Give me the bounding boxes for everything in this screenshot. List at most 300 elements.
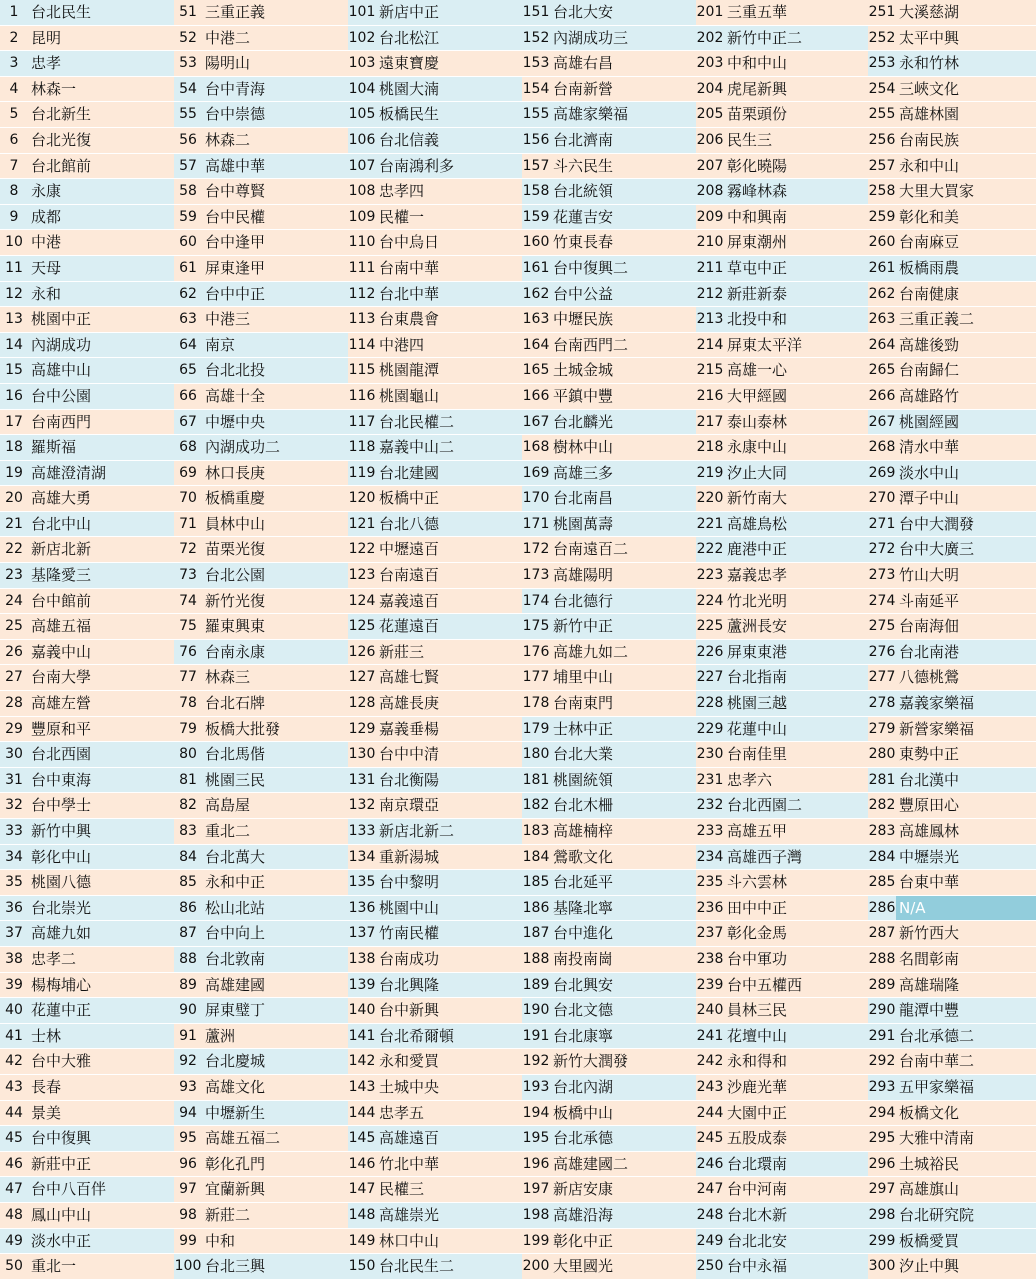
item-number: 210 bbox=[696, 230, 724, 255]
item-number: 131 bbox=[348, 768, 376, 793]
store-name: 蘆洲長安 bbox=[724, 614, 868, 639]
item-number: 33 bbox=[0, 819, 28, 844]
store-name: 台中新興 bbox=[376, 998, 522, 1023]
list-item bbox=[696, 1229, 868, 1255]
list-item bbox=[868, 307, 1036, 333]
store-name: 陽明山 bbox=[202, 51, 348, 76]
item-number: 123 bbox=[348, 563, 376, 588]
list-item bbox=[868, 1254, 1036, 1280]
list-item bbox=[174, 717, 348, 743]
store-name: 基隆愛三 bbox=[28, 563, 174, 588]
item-number: 207 bbox=[696, 154, 724, 179]
store-name: 板橋重慶 bbox=[202, 486, 348, 511]
list-item bbox=[174, 665, 348, 691]
store-name: 嘉義遠百 bbox=[376, 589, 522, 614]
store-name: 台北興隆 bbox=[376, 973, 522, 998]
item-number: 197 bbox=[522, 1177, 550, 1202]
list-item bbox=[868, 947, 1036, 973]
store-name: 重新湯城 bbox=[376, 845, 522, 870]
item-number: 54 bbox=[174, 77, 202, 102]
store-name: 台北指南 bbox=[724, 665, 868, 690]
list-item bbox=[348, 307, 522, 333]
list-item bbox=[868, 358, 1036, 384]
store-name: 高雄建國二 bbox=[550, 1152, 696, 1177]
store-name: 台北康寧 bbox=[550, 1024, 696, 1049]
store-name: 新竹中興 bbox=[28, 819, 174, 844]
item-number: 108 bbox=[348, 179, 376, 204]
store-name: 忠孝五 bbox=[376, 1101, 522, 1126]
list-item bbox=[522, 537, 696, 563]
store-name: 內湖成功三 bbox=[550, 26, 696, 51]
item-number: 117 bbox=[348, 410, 376, 435]
list-item bbox=[522, 358, 696, 384]
item-number: 178 bbox=[522, 691, 550, 716]
item-number: 129 bbox=[348, 717, 376, 742]
store-name: 台北新生 bbox=[28, 102, 174, 127]
store-name: 台北漢中 bbox=[896, 768, 1036, 793]
list-item bbox=[522, 435, 696, 461]
item-number: 93 bbox=[174, 1075, 202, 1100]
item-number: 211 bbox=[696, 256, 724, 281]
store-name: 中壢新生 bbox=[202, 1101, 348, 1126]
store-name: 屏東東港 bbox=[724, 640, 868, 665]
list-item bbox=[868, 589, 1036, 615]
list-item bbox=[0, 384, 174, 410]
item-number: 224 bbox=[696, 589, 724, 614]
list-item bbox=[348, 461, 522, 487]
item-number: 244 bbox=[696, 1101, 724, 1126]
item-number: 112 bbox=[348, 282, 376, 307]
list-item bbox=[0, 793, 174, 819]
item-number: 258 bbox=[868, 179, 896, 204]
item-number: 106 bbox=[348, 128, 376, 153]
list-item bbox=[348, 384, 522, 410]
store-name: 潭子中山 bbox=[896, 486, 1036, 511]
item-number: 150 bbox=[348, 1254, 376, 1279]
store-name: 新店中正 bbox=[376, 0, 522, 25]
item-number: 147 bbox=[348, 1177, 376, 1202]
list-item bbox=[0, 665, 174, 691]
item-number: 127 bbox=[348, 665, 376, 690]
item-number: 154 bbox=[522, 77, 550, 102]
item-number: 245 bbox=[696, 1126, 724, 1151]
item-number: 229 bbox=[696, 717, 724, 742]
list-item bbox=[696, 333, 868, 359]
store-name: 台北西園 bbox=[28, 742, 174, 767]
store-name: 台北德行 bbox=[550, 589, 696, 614]
list-item bbox=[0, 819, 174, 845]
item-number: 169 bbox=[522, 461, 550, 486]
item-number: 139 bbox=[348, 973, 376, 998]
list-item bbox=[174, 307, 348, 333]
store-name: 高雄楠梓 bbox=[550, 819, 696, 844]
list-item bbox=[522, 205, 696, 231]
store-name: 台中尊賢 bbox=[202, 179, 348, 204]
list-item bbox=[348, 1254, 522, 1280]
item-number: 292 bbox=[868, 1049, 896, 1074]
list-item bbox=[696, 589, 868, 615]
item-number: 35 bbox=[0, 870, 28, 895]
list-item bbox=[174, 384, 348, 410]
list-item bbox=[174, 1126, 348, 1152]
item-number: 176 bbox=[522, 640, 550, 665]
list-item bbox=[174, 1152, 348, 1178]
item-number: 253 bbox=[868, 51, 896, 76]
store-name: 屏東太平洋 bbox=[724, 333, 868, 358]
store-name: 三重正義二 bbox=[896, 307, 1036, 332]
list-item bbox=[0, 179, 174, 205]
store-name: 高雄中華 bbox=[202, 154, 348, 179]
item-number: 113 bbox=[348, 307, 376, 332]
store-name: 竹山大明 bbox=[896, 563, 1036, 588]
item-number: 116 bbox=[348, 384, 376, 409]
list-item bbox=[522, 410, 696, 436]
store-name: 台北木新 bbox=[724, 1203, 868, 1228]
list-item bbox=[174, 410, 348, 436]
item-number: 241 bbox=[696, 1024, 724, 1049]
store-name: 台北南昌 bbox=[550, 486, 696, 511]
store-name: 桃園龍潭 bbox=[376, 358, 522, 383]
list-item bbox=[522, 486, 696, 512]
item-number: 44 bbox=[0, 1101, 28, 1126]
item-number: 145 bbox=[348, 1126, 376, 1151]
item-number: 237 bbox=[696, 921, 724, 946]
store-name: 竹北光明 bbox=[724, 589, 868, 614]
column-2 bbox=[174, 0, 348, 1280]
store-name: 高雄遠百 bbox=[376, 1126, 522, 1151]
store-name: 虎尾新興 bbox=[724, 77, 868, 102]
store-name: 永和中正 bbox=[202, 870, 348, 895]
store-name: 台南西門二 bbox=[550, 333, 696, 358]
store-name: 台南中華二 bbox=[896, 1049, 1036, 1074]
item-number: 16 bbox=[0, 384, 28, 409]
store-name: 高雄後勁 bbox=[896, 333, 1036, 358]
list-item bbox=[696, 26, 868, 52]
item-number: 1 bbox=[0, 0, 28, 25]
list-item bbox=[348, 1126, 522, 1152]
item-number: 115 bbox=[348, 358, 376, 383]
list-item bbox=[522, 1229, 696, 1255]
store-name: 大溪慈湖 bbox=[896, 0, 1036, 25]
store-name: 苗栗頭份 bbox=[724, 102, 868, 127]
list-item bbox=[348, 26, 522, 52]
list-item bbox=[696, 1203, 868, 1229]
store-name: 台北北安 bbox=[724, 1229, 868, 1254]
item-number: 194 bbox=[522, 1101, 550, 1126]
store-name: 楊梅埔心 bbox=[28, 973, 174, 998]
item-number: 294 bbox=[868, 1101, 896, 1126]
item-number: 165 bbox=[522, 358, 550, 383]
item-number: 261 bbox=[868, 256, 896, 281]
item-number: 56 bbox=[174, 128, 202, 153]
item-number: 110 bbox=[348, 230, 376, 255]
list-item bbox=[522, 1254, 696, 1280]
item-number: 89 bbox=[174, 973, 202, 998]
store-name: 新竹中正 bbox=[550, 614, 696, 639]
item-number: 172 bbox=[522, 537, 550, 562]
store-name: 台中五權西 bbox=[724, 973, 868, 998]
item-number: 177 bbox=[522, 665, 550, 690]
list-item bbox=[522, 230, 696, 256]
store-name: 台東中華 bbox=[896, 870, 1036, 895]
list-item bbox=[348, 1177, 522, 1203]
list-item bbox=[0, 410, 174, 436]
store-name: 基隆北寧 bbox=[550, 896, 696, 921]
store-name: 台北統領 bbox=[550, 179, 696, 204]
list-item bbox=[174, 358, 348, 384]
item-number: 137 bbox=[348, 921, 376, 946]
store-name: 台北麟光 bbox=[550, 410, 696, 435]
item-number: 219 bbox=[696, 461, 724, 486]
list-item bbox=[522, 1152, 696, 1178]
store-name: 台北衡陽 bbox=[376, 768, 522, 793]
list-item bbox=[174, 691, 348, 717]
list-item bbox=[868, 230, 1036, 256]
list-item bbox=[174, 26, 348, 52]
item-number: 21 bbox=[0, 512, 28, 537]
list-item bbox=[0, 205, 174, 231]
store-name: 台中八百伴 bbox=[28, 1177, 174, 1202]
store-name: 民權三 bbox=[376, 1177, 522, 1202]
item-number: 204 bbox=[696, 77, 724, 102]
list-item bbox=[868, 537, 1036, 563]
store-name: 彰化中正 bbox=[550, 1229, 696, 1254]
item-number: 202 bbox=[696, 26, 724, 51]
item-number: 264 bbox=[868, 333, 896, 358]
item-number: 157 bbox=[522, 154, 550, 179]
list-item bbox=[174, 461, 348, 487]
store-name: 永和得和 bbox=[724, 1049, 868, 1074]
list-item bbox=[348, 486, 522, 512]
item-number: 290 bbox=[868, 998, 896, 1023]
item-number: 2 bbox=[0, 26, 28, 51]
list-item bbox=[522, 1101, 696, 1127]
store-name: 台中大雅 bbox=[28, 1049, 174, 1074]
store-name: 新莊中正 bbox=[28, 1152, 174, 1177]
item-number: 186 bbox=[522, 896, 550, 921]
list-item bbox=[696, 154, 868, 180]
list-item bbox=[696, 947, 868, 973]
item-number: 263 bbox=[868, 307, 896, 332]
store-name: 竹南民權 bbox=[376, 921, 522, 946]
list-item bbox=[522, 896, 696, 922]
item-number: 31 bbox=[0, 768, 28, 793]
item-number: 233 bbox=[696, 819, 724, 844]
item-number: 242 bbox=[696, 1049, 724, 1074]
list-item bbox=[696, 358, 868, 384]
list-item bbox=[696, 793, 868, 819]
store-name: 永和愛買 bbox=[376, 1049, 522, 1074]
item-number: 214 bbox=[696, 333, 724, 358]
list-item bbox=[868, 691, 1036, 717]
list-item bbox=[868, 1177, 1036, 1203]
list-item bbox=[522, 256, 696, 282]
list-item bbox=[868, 793, 1036, 819]
store-name: 台北信義 bbox=[376, 128, 522, 153]
item-number: 286 bbox=[868, 896, 896, 921]
list-item bbox=[174, 947, 348, 973]
store-name: 台南鴻利多 bbox=[376, 154, 522, 179]
store-name: 新竹光復 bbox=[202, 589, 348, 614]
item-number: 40 bbox=[0, 998, 28, 1023]
item-number: 240 bbox=[696, 998, 724, 1023]
item-number: 9 bbox=[0, 205, 28, 230]
item-number: 156 bbox=[522, 128, 550, 153]
store-name: 台南健康 bbox=[896, 282, 1036, 307]
store-name: 竹北中華 bbox=[376, 1152, 522, 1177]
list-item bbox=[696, 282, 868, 308]
list-item bbox=[696, 870, 868, 896]
list-item bbox=[868, 845, 1036, 871]
store-name: 新營家樂福 bbox=[896, 717, 1036, 742]
item-number: 32 bbox=[0, 793, 28, 818]
item-number: 67 bbox=[174, 410, 202, 435]
store-name: 新莊二 bbox=[202, 1203, 348, 1228]
list-item bbox=[348, 665, 522, 691]
list-item bbox=[868, 1101, 1036, 1127]
store-name: 高雄九如二 bbox=[550, 640, 696, 665]
list-item bbox=[696, 665, 868, 691]
store-name: 大里大買家 bbox=[896, 179, 1036, 204]
list-item bbox=[868, 1024, 1036, 1050]
item-number: 299 bbox=[868, 1229, 896, 1254]
item-number: 293 bbox=[868, 1075, 896, 1100]
store-name: 三峽文化 bbox=[896, 77, 1036, 102]
store-name: 成都 bbox=[28, 205, 174, 230]
item-number: 182 bbox=[522, 793, 550, 818]
item-number: 60 bbox=[174, 230, 202, 255]
list-item bbox=[348, 102, 522, 128]
store-name: 淡水中正 bbox=[28, 1229, 174, 1254]
list-item bbox=[868, 1229, 1036, 1255]
item-number: 260 bbox=[868, 230, 896, 255]
item-number: 17 bbox=[0, 410, 28, 435]
item-number: 189 bbox=[522, 973, 550, 998]
item-number: 138 bbox=[348, 947, 376, 972]
list-item bbox=[868, 614, 1036, 640]
store-name: 新竹大潤發 bbox=[550, 1049, 696, 1074]
item-number: 226 bbox=[696, 640, 724, 665]
list-item bbox=[0, 358, 174, 384]
item-number: 119 bbox=[348, 461, 376, 486]
store-name: 高雄五福 bbox=[28, 614, 174, 639]
store-name: 新竹西大 bbox=[896, 921, 1036, 946]
list-item bbox=[696, 921, 868, 947]
list-item bbox=[0, 435, 174, 461]
list-item bbox=[174, 563, 348, 589]
store-name: 台南成功 bbox=[376, 947, 522, 972]
item-number: 94 bbox=[174, 1101, 202, 1126]
item-number: 300 bbox=[868, 1254, 896, 1279]
list-item bbox=[868, 205, 1036, 231]
list-item bbox=[174, 333, 348, 359]
item-number: 270 bbox=[868, 486, 896, 511]
store-name: 永和 bbox=[28, 282, 174, 307]
store-name: 新竹中正二 bbox=[724, 26, 868, 51]
item-number: 11 bbox=[0, 256, 28, 281]
list-item bbox=[522, 793, 696, 819]
store-name: 重北一 bbox=[28, 1254, 174, 1279]
store-name: 板橋文化 bbox=[896, 1101, 1036, 1126]
list-item bbox=[0, 998, 174, 1024]
store-name: 台南遠百 bbox=[376, 563, 522, 588]
item-number: 50 bbox=[0, 1254, 28, 1279]
list-item bbox=[696, 1024, 868, 1050]
store-name: 高雄路竹 bbox=[896, 384, 1036, 409]
list-item bbox=[696, 1126, 868, 1152]
list-item bbox=[868, 819, 1036, 845]
store-name: 五股成泰 bbox=[724, 1126, 868, 1151]
list-item bbox=[0, 77, 174, 103]
list-item bbox=[0, 486, 174, 512]
list-item bbox=[868, 640, 1036, 666]
item-number: 101 bbox=[348, 0, 376, 25]
store-name: 台北萬大 bbox=[202, 845, 348, 870]
store-name: 板橋愛買 bbox=[896, 1229, 1036, 1254]
item-number: 215 bbox=[696, 358, 724, 383]
item-number: 118 bbox=[348, 435, 376, 460]
list-item bbox=[696, 819, 868, 845]
store-name: 彰化中山 bbox=[28, 845, 174, 870]
item-number: 201 bbox=[696, 0, 724, 25]
store-name: 台中崇德 bbox=[202, 102, 348, 127]
item-number: 65 bbox=[174, 358, 202, 383]
list-item bbox=[522, 282, 696, 308]
item-number: 79 bbox=[174, 717, 202, 742]
item-number: 289 bbox=[868, 973, 896, 998]
list-item bbox=[696, 128, 868, 154]
store-name: 內湖成功 bbox=[28, 333, 174, 358]
item-number: 188 bbox=[522, 947, 550, 972]
store-name: 桃園中山 bbox=[376, 896, 522, 921]
item-number: 43 bbox=[0, 1075, 28, 1100]
item-number: 282 bbox=[868, 793, 896, 818]
list-item bbox=[348, 51, 522, 77]
list-item bbox=[868, 333, 1036, 359]
item-number: 257 bbox=[868, 154, 896, 179]
item-number: 146 bbox=[348, 1152, 376, 1177]
list-item bbox=[522, 1177, 696, 1203]
list-item bbox=[696, 205, 868, 231]
list-item bbox=[868, 768, 1036, 794]
item-number: 213 bbox=[696, 307, 724, 332]
store-name: 彰化孔門 bbox=[202, 1152, 348, 1177]
list-item bbox=[868, 102, 1036, 128]
list-item bbox=[174, 614, 348, 640]
item-number: 73 bbox=[174, 563, 202, 588]
store-name: 台南中華 bbox=[376, 256, 522, 281]
item-number: 190 bbox=[522, 998, 550, 1023]
item-number: 4 bbox=[0, 77, 28, 102]
store-name: 台中黎明 bbox=[376, 870, 522, 895]
list-item bbox=[696, 1075, 868, 1101]
list-item bbox=[348, 537, 522, 563]
store-name: 台北延平 bbox=[550, 870, 696, 895]
store-name: 台北南港 bbox=[896, 640, 1036, 665]
store-name: 三重五華 bbox=[724, 0, 868, 25]
item-number: 212 bbox=[696, 282, 724, 307]
list-item bbox=[0, 537, 174, 563]
item-number: 234 bbox=[696, 845, 724, 870]
store-name: 台北研究院 bbox=[896, 1203, 1036, 1228]
item-number: 88 bbox=[174, 947, 202, 972]
item-number: 209 bbox=[696, 205, 724, 230]
item-number: 63 bbox=[174, 307, 202, 332]
list-item bbox=[348, 179, 522, 205]
store-name: 高雄西子灣 bbox=[724, 845, 868, 870]
item-number: 51 bbox=[174, 0, 202, 25]
item-number: 185 bbox=[522, 870, 550, 895]
